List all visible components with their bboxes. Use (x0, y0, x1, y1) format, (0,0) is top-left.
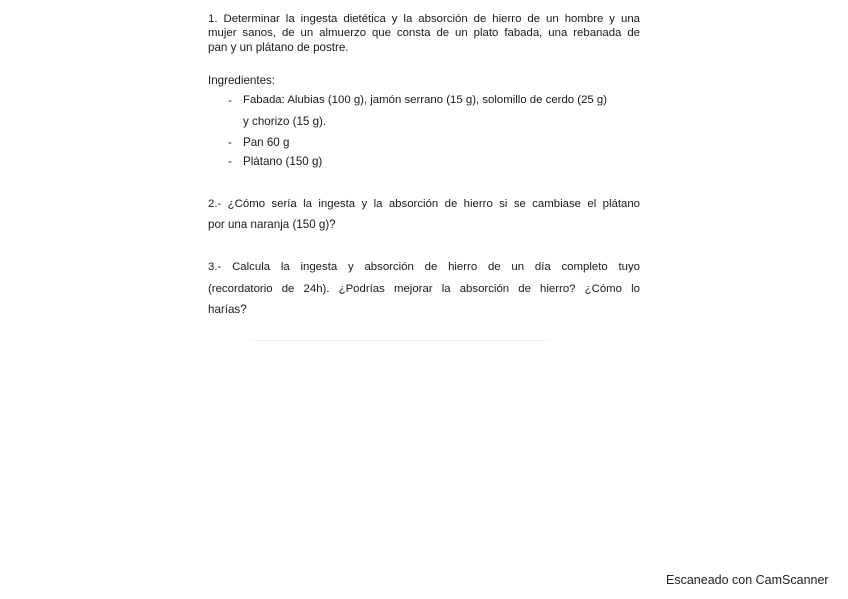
q2-line: 2.- ¿Cómo sería la ingesta y la absorción de hierro si se cambiase el plátano (208, 198, 640, 210)
q3-line: harías? (208, 303, 247, 316)
q3-line: (recordatorio de 24h). ¿Podrías mejorar la absorción de hierro? ¿Cómo lo (208, 283, 640, 295)
q1-line: pan y un plátano de postre. (208, 41, 349, 54)
camscanner-watermark: Escaneado con CamScanner (666, 573, 829, 587)
bullet-dash: - (228, 94, 232, 107)
ingredients-heading: Ingredientes: (208, 74, 276, 87)
q3-line: 3.- Calcula la ingesta y absorción de hierro de un día completo tuyo (208, 261, 640, 273)
q1-line: 1. Determinar la ingesta dietética y la absorción de hierro de un hombre y una (208, 13, 640, 25)
q2-line: por una naranja (150 g)? (208, 218, 336, 231)
ingredient-item: Fabada: Alubias (100 g), jamón serrano (15 g), solomillo de cerdo (25 g) (243, 94, 608, 106)
bullet-dash: - (228, 136, 232, 149)
ingredient-item-continued: y chorizo (15 g). (243, 115, 327, 128)
ingredient-item: Plátano (150 g) (243, 155, 323, 168)
bullet-dash: - (228, 155, 232, 168)
q1-line: mujer sanos, de un almuerzo que consta de un plato fabada, una rebanada de (208, 27, 640, 39)
scan-bleed-through (250, 340, 550, 471)
ingredient-item: Pan 60 g (243, 136, 290, 149)
